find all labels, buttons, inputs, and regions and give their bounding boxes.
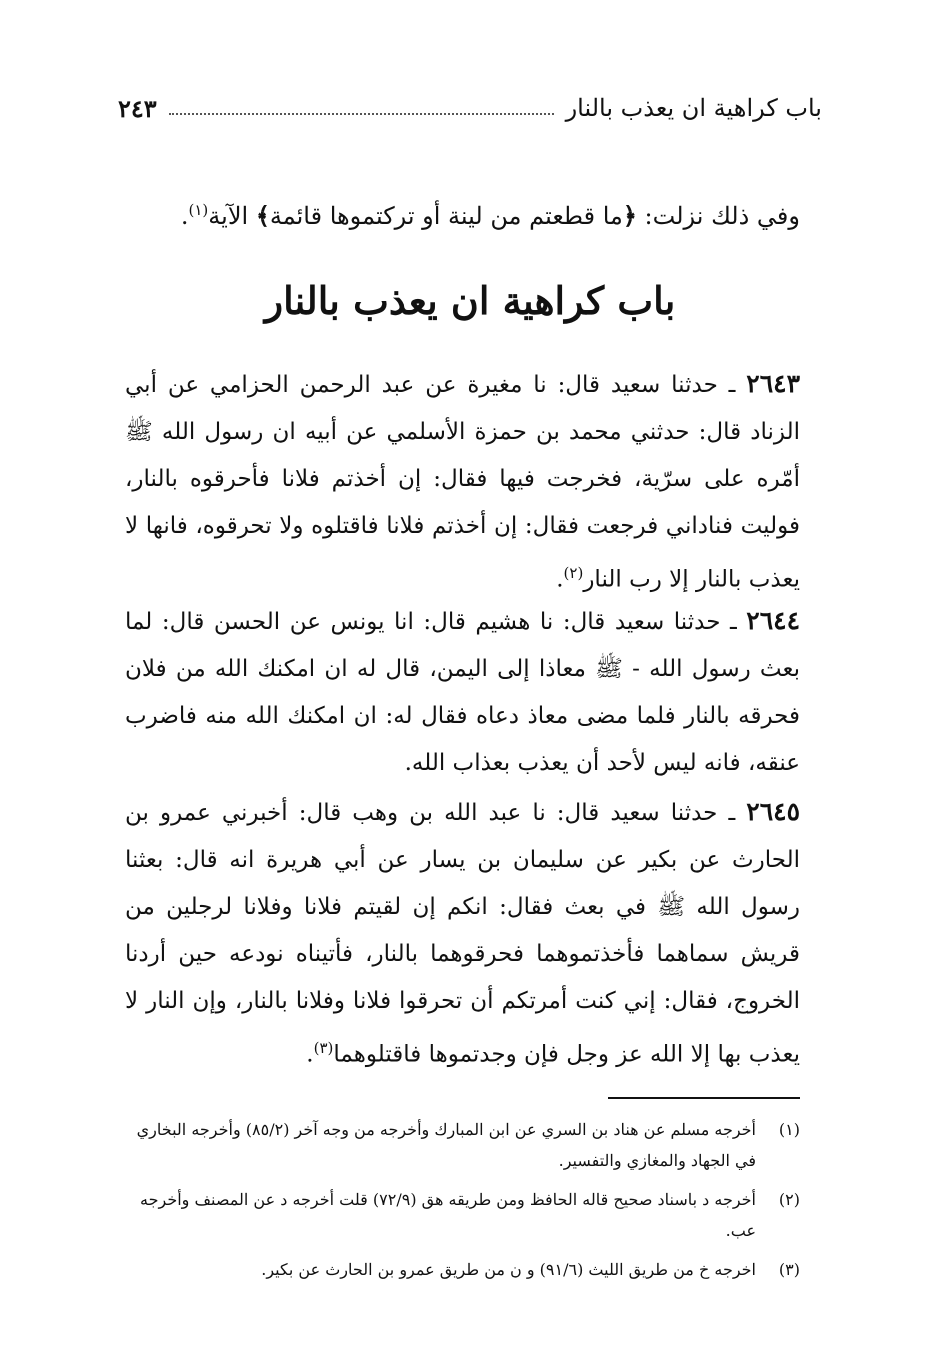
footnote-number: (٢) [778, 1190, 800, 1209]
intro-line [160, 190, 800, 236]
footnote-number: (١) [778, 1120, 800, 1139]
footnote-text: أخرجه مسلم عن هناد بن السري عن ابن المبارك وأخرجه من وجه آخر (٨٥/٢) وأخرجه البخاري في الجهاد والمغازي والتفسير. [136, 1120, 756, 1170]
hadith-text: ـ حدثنا سعيد قال: نا عبد الله بن وهب قال: أخبرني عمرو بن الحارث عن بكير عن سليمان بن يسار عن أبي هريرة انه قال: بعثنا رسول الله ﷺ في بعث فقال: انكم إن لقيتم فلانا وفلانا لرجلين من قريش سماهما فأخذتموهما فحرقوهما بالنار، فأتيناه نودعه حين أردنا الخروج، فقال: إني كنت أمرتكم أن تحرقوا فلانا وفلانا بالنار، وإن النار لا يعذب بها إلا الله عز وجل فإن وجدتموها فاقتلوهما [125, 800, 800, 1068]
quran-quote: ما قطعتم من لينة أو تركتموها قائمة [269, 202, 623, 230]
hadith-2645 [125, 788, 800, 1079]
leader-dots [169, 113, 554, 115]
hadith-number: ٢٦٤٤ [746, 606, 800, 635]
hadith-end: . [556, 566, 564, 593]
footnote-number: (٣) [778, 1260, 800, 1279]
quran-open-bracket: ﴿ [622, 201, 637, 230]
footnote-text: أخرجه د باسناد صحيح قاله الحافظ ومن طريقه هق (٧٢/٩) قلت أخرجه د عن المصنف وأخرجه عب. [140, 1190, 756, 1240]
hadith-2644 [125, 597, 800, 787]
footnote-ref-2: (٢) [563, 564, 584, 582]
running-header-title: باب كراهية ان يعذب بالنار [565, 94, 822, 122]
footnote-1 [120, 1114, 800, 1176]
hadith-text: ـ حدثنا سعيد قال: نا هشيم قال: انا يونس عن الحسن قال: لما بعث رسول الله - ﷺ معاذا إلى اليمن، قال له ان امكنك الله من فلان فحرقه بالنار فلما مضى معاذ دعاه فقال له: ان امكنك الله منه فاضرب عنقه، فانه ليس لأحد أن يعذب بعذاب الله. [125, 609, 800, 776]
footnote-2 [120, 1184, 800, 1246]
hadith-number: ٢٦٤٣ [746, 369, 800, 398]
footnotes [120, 1114, 800, 1293]
footnote-ref-3: (٣) [313, 1039, 334, 1057]
intro-lead: وفي ذلك نزلت: [636, 202, 800, 230]
footnote-text: اخرجه خ من طريق الليث (٩١/٦) و ن من طريق عمرو بن الحارث عن بكير. [261, 1260, 756, 1279]
footnote-3 [120, 1254, 800, 1285]
intro-end: . [180, 202, 189, 230]
hadith-2643 [125, 360, 800, 604]
chapter-title: باب كراهية ان يعذب بالنار [264, 278, 676, 323]
hadith-text: ـ حدثنا سعيد قال: نا مغيرة عن عبد الرحمن الحزامي عن أبي الزناد قال: حدثني محمد بن حمزة الأسلمي عن أبيه ان رسول الله ﷺ أمّره على سرّية، فخرجت فيها فقال: إن أخذتم فلانا فأحرقوه بالنار، فوليت فناداني فرجعت فقال: إن أخذتم فلانا فاقتلوه ولا تحرقوه، فانها لا يعذب بالنار إلا رب النار [125, 372, 800, 593]
intro-tail: الآية [208, 202, 256, 230]
page-number: ٢٤٣ [118, 93, 157, 123]
running-header [118, 88, 822, 128]
hadith-end: . [306, 1041, 314, 1068]
footnote-ref-1: (١) [188, 201, 209, 219]
quran-close-bracket: ﴾ [255, 201, 270, 230]
hadith-number: ٢٦٤٥ [746, 797, 800, 826]
footnote-separator [608, 1097, 800, 1099]
